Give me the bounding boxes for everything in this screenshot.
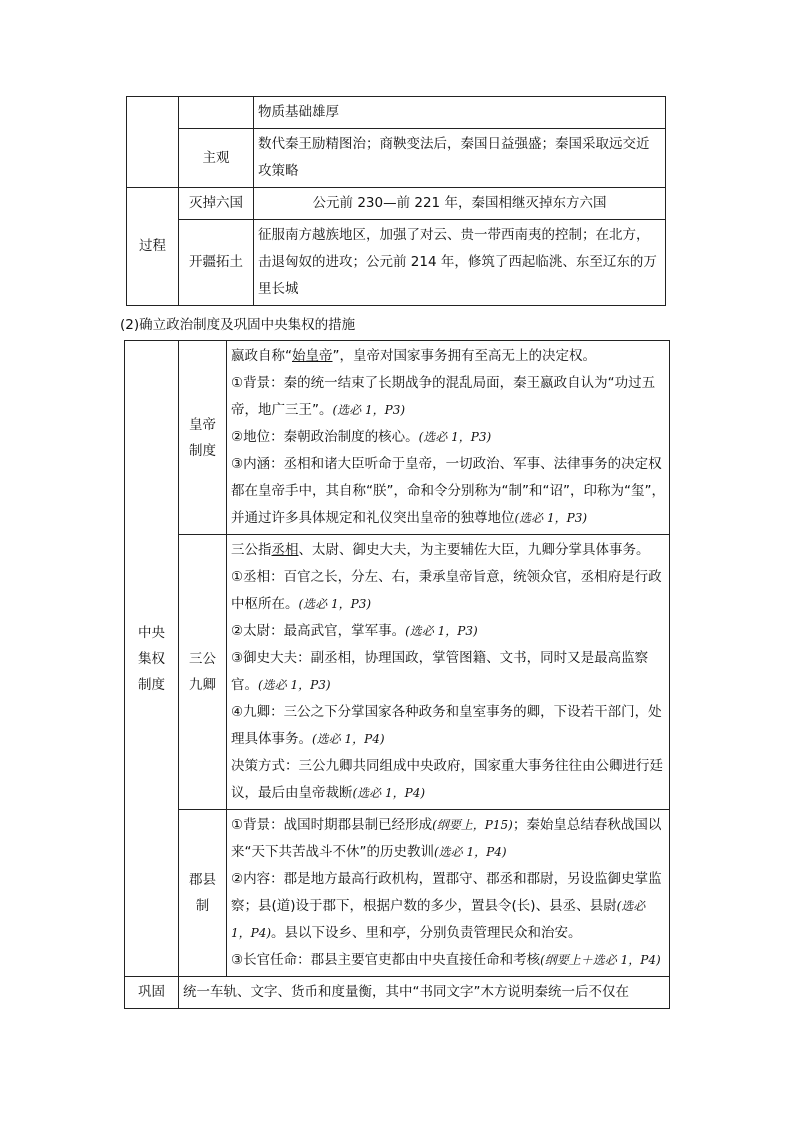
cell-label-emperor <box>179 341 227 535</box>
sangong-item <box>231 564 665 618</box>
sangong-item <box>231 645 665 699</box>
sangong-decision <box>231 753 665 807</box>
cell-text: 物质基础雄厚 <box>258 104 339 120</box>
text-fragment: 决策方式：三公九卿共同组成中央政府，国家重大事务往往由公卿进行廷议，最后由皇帝裁断 <box>231 758 663 801</box>
text-fragment: ④九卿：三公之下分掌国家各种政务和皇室事务的卿，下设若干部门，处理具体事务。 <box>231 704 662 747</box>
text-fragment: ②内容：郡是地方最高行政机构，置郡守、郡丞和郡尉，另设监御史掌监察；县(道)设于郡下，根据户数的多少，置县令(长)、县丞、县尉 <box>231 871 662 914</box>
text-fragment-underlined: 始皇帝 <box>292 348 333 364</box>
cell-label: 开疆拓土 <box>179 220 254 306</box>
emperor-label-text: 皇帝制度 <box>189 416 216 459</box>
table-main <box>124 340 670 1009</box>
sangong-label-text: 三公九卿 <box>189 651 216 693</box>
text-fragment: ③长官任命：郡县主要官吏都由中央直接任命和考核 <box>231 952 541 968</box>
cell-label-central <box>125 341 179 977</box>
cell-empty <box>127 97 179 188</box>
text-fragment: ；秦始皇总结春秋战国以来“天下共苦战斗不休”的历史教训 <box>231 817 662 860</box>
text-fragment: 嬴政自称“ <box>231 348 292 364</box>
cell-label: 灭掉六国 <box>179 188 254 220</box>
junxian-content <box>231 866 665 947</box>
cell-label-sangong <box>179 535 227 810</box>
source-note: (选必 1，P3) <box>405 624 478 638</box>
table-top <box>126 96 666 306</box>
cell-label: 主观 <box>179 129 254 188</box>
cell-label: 过程 <box>127 188 179 306</box>
table-row <box>127 129 666 188</box>
cell-content: 公元前 230—前 221 年，秦国相继灭掉东方六国 <box>254 188 666 220</box>
cell-gonggu-content: 统一车轨、文字、货币和度量衡，其中“书同文字”木方说明秦统一后不仅在 <box>179 977 670 1009</box>
source-note: (选必 1，P3) <box>514 511 588 525</box>
table-row <box>125 977 670 1009</box>
sangong-item <box>231 699 665 753</box>
source-note: (选必 1，P4) <box>312 732 385 746</box>
sangong-item <box>231 618 665 645</box>
cell-empty <box>179 97 254 129</box>
cell-content <box>254 97 666 129</box>
cell-label-junxian <box>179 810 227 977</box>
source-note: (选必 1，P3) <box>418 430 492 444</box>
emperor-connotation <box>231 451 665 532</box>
text-fragment: ②太尉：最高武官，掌军事。 <box>231 623 406 639</box>
junxian-label-text: 郡县制 <box>189 872 216 914</box>
source-note: (选必 1，P3) <box>258 678 331 692</box>
text-fragment: ②地位：秦朝政治制度的核心。 <box>231 429 419 445</box>
section-heading: (2)确立政治制度及巩固中央集权的措施 <box>120 317 356 333</box>
text-fragment: ③内涵：丞相和诸大臣听命于皇帝，一切政治、军事、法律事务的决定权都在皇帝手中，其自称“朕”，命和令分别称为“制”和“诏”，印称为“玺”，并通过许多具体规定和礼仪突出皇帝的独尊地位 <box>231 456 665 526</box>
cell-junxian-content <box>227 810 670 977</box>
table-row <box>127 220 666 306</box>
text-fragment: ①背景：战国时期郡县制已经形成 <box>231 817 433 833</box>
text-fragment: ①丞相：百官之长，分左、右，秉承皇帝旨意，统领众官，丞相府是行政中枢所在。 <box>231 569 662 612</box>
sangong-intro <box>231 537 665 564</box>
junxian-background <box>231 812 665 866</box>
table-row <box>127 188 666 220</box>
source-note: (选必 1，P4) <box>352 786 426 800</box>
table-row <box>125 341 670 535</box>
text-fragment: 、太尉、御史大夫，为主要辅佐大臣，九卿分掌具体事务。 <box>298 542 650 558</box>
source-note: (选必 1，P4) <box>434 845 507 859</box>
text-fragment-underlined: 丞相 <box>271 542 299 558</box>
source-note: (纲要上＋选必 1，P4) <box>540 953 661 967</box>
source-note: (纲要上，P15) <box>432 818 513 832</box>
text-fragment: ③御史大夫：副丞相，协理国政，掌管图籍、文书，同时又是最高监察官。 <box>231 650 649 693</box>
cell-content: 征服南方越族地区，加强了对云、贵一带西南夷的控制；在北方，击退匈奴的进攻；公元前 214 年，修筑了西起临洮、东至辽东的万里长城 <box>254 220 666 306</box>
cell-sangong-content <box>227 535 670 810</box>
text-fragment: ”，皇帝对国家事务拥有至高无上的决定权。 <box>332 348 596 364</box>
cell-content <box>254 129 666 188</box>
emperor-intro <box>231 343 665 370</box>
table-row <box>127 97 666 129</box>
subjective-text: 数代秦王励精图治；商鞅变法后，秦国日益强盛；秦国采取远交近攻策略 <box>258 136 650 179</box>
table-row <box>125 810 670 977</box>
cell-label-gonggu: 巩固 <box>125 977 179 1009</box>
source-note: (选必 1，P3) <box>332 403 406 417</box>
text-fragment: 三公指 <box>231 542 272 558</box>
central-label-text: 中央集权制度 <box>138 624 165 693</box>
text-fragment: ①背景：秦的统一结束了长期战争的混乱局面，秦王嬴政自认为“功过五帝，地广三王”。 <box>231 375 656 418</box>
cell-emperor-content <box>227 341 670 535</box>
junxian-appointment <box>231 947 665 974</box>
source-note: (选必 1，P4) <box>231 899 646 940</box>
emperor-background <box>231 370 665 424</box>
text-fragment: 。县以下设乡、里和亭，分别负责管理民众和治安。 <box>271 925 582 941</box>
emperor-position <box>231 424 665 451</box>
table-row <box>125 535 670 810</box>
source-note: (选必 1，P3) <box>298 597 372 611</box>
